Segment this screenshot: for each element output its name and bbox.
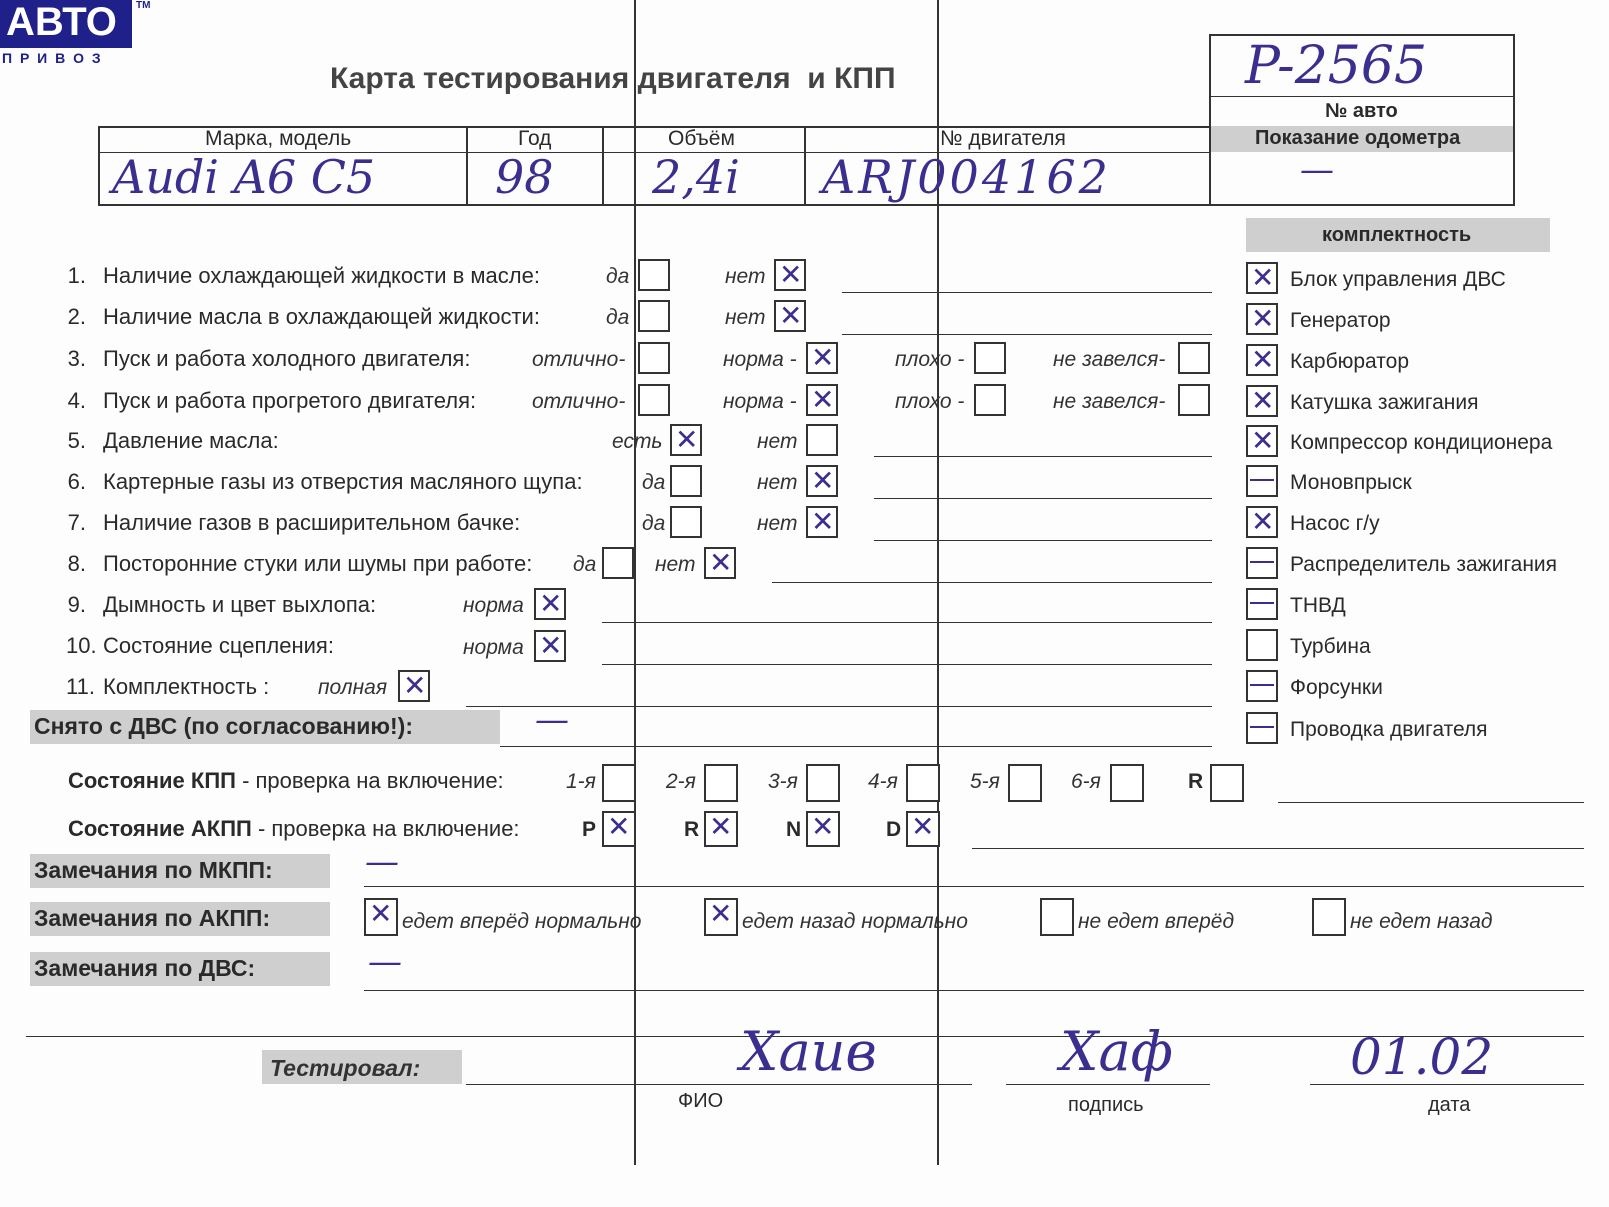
- remarks-akpp-option: едет вперёд нормально: [402, 910, 642, 933]
- checkbox[interactable]: [1178, 342, 1210, 374]
- opt-net: нет: [757, 471, 798, 494]
- gear-label: 2-я: [666, 770, 696, 793]
- question-text: Дымность и цвет выхлопа:: [103, 592, 377, 617]
- logo-subtitle: П Р И В О З: [2, 50, 103, 66]
- opt-norma: норма: [463, 594, 524, 617]
- checkbox[interactable]: [1178, 384, 1210, 416]
- opt-da: да: [606, 265, 630, 288]
- checkbox[interactable]: [806, 764, 840, 802]
- completeness-item: Распределитель зажигания: [1290, 553, 1558, 576]
- checkbox[interactable]: [534, 630, 566, 662]
- checkbox[interactable]: [806, 465, 838, 497]
- checkbox[interactable]: [1246, 712, 1278, 744]
- checkbox[interactable]: [1246, 547, 1278, 579]
- opt-ne-zavelsya: не завелся-: [1053, 390, 1166, 413]
- completeness-item: Генератор: [1290, 309, 1391, 332]
- checkbox[interactable]: [670, 506, 702, 538]
- opt-norma: норма: [463, 636, 524, 659]
- remarks-akpp-option: не едет назад: [1350, 910, 1493, 933]
- opt-net: нет: [757, 430, 798, 453]
- checkbox[interactable]: [1246, 425, 1278, 457]
- date-label: дата: [1428, 1094, 1471, 1116]
- checkbox[interactable]: [638, 342, 670, 374]
- gear-label: R: [684, 818, 700, 841]
- opt-net: нет: [757, 512, 798, 535]
- checkbox[interactable]: [1246, 629, 1278, 661]
- remarks-dvs-value: —: [368, 942, 402, 982]
- checkbox[interactable]: [602, 547, 634, 579]
- completeness-item: Катушка зажигания: [1290, 391, 1479, 414]
- gear-label: N: [786, 818, 802, 841]
- checkbox[interactable]: [602, 811, 636, 847]
- checkbox[interactable]: [1210, 764, 1244, 802]
- question-text: Давление масла:: [103, 428, 279, 453]
- gear-label: 1-я: [566, 770, 596, 793]
- checkbox[interactable]: [364, 898, 398, 936]
- completeness-item: Моновпрыск: [1290, 471, 1412, 494]
- opt-ne-zavelsya: не завелся-: [1053, 348, 1166, 371]
- checkbox[interactable]: [806, 384, 838, 416]
- akpp-label: Состояние АКПП - проверка на включение:: [68, 816, 520, 841]
- checkbox[interactable]: [704, 547, 736, 579]
- opt-otlichno: отлично-: [532, 348, 626, 371]
- checkbox[interactable]: [704, 811, 738, 847]
- checkbox[interactable]: [1246, 670, 1278, 702]
- checkbox[interactable]: [806, 424, 838, 456]
- logo-text: АВТО: [6, 0, 117, 44]
- signature-label: подпись: [1068, 1094, 1144, 1116]
- checkbox[interactable]: [806, 811, 840, 847]
- kpp-label: Состояние КПП - проверка на включение:: [68, 768, 504, 793]
- removed-value: —: [535, 700, 569, 740]
- question-text: Пуск и работа прогретого двигателя:: [103, 388, 477, 413]
- opt-da: да: [642, 471, 666, 494]
- tested-label: Тестировал:: [270, 1055, 421, 1081]
- checkbox[interactable]: [670, 465, 702, 497]
- question-num: 7.: [67, 510, 86, 535]
- odometer-label: Показание одометра: [1255, 127, 1461, 149]
- opt-est: есть: [612, 430, 663, 453]
- question-text: Наличие газов в расширительном бачке:: [103, 510, 521, 535]
- completeness-item: Турбина: [1290, 635, 1371, 658]
- opt-polnaya: полная: [318, 676, 388, 699]
- remarks-akpp-option: едет назад нормально: [742, 910, 968, 933]
- test-date: 01.02: [1350, 1028, 1494, 1086]
- question-num: 10.: [66, 633, 97, 658]
- question-num: 1.: [67, 263, 86, 288]
- opt-da: да: [573, 553, 597, 576]
- question-num: 3.: [67, 346, 86, 371]
- gear-label: D: [886, 818, 902, 841]
- question-text: Комплектность :: [103, 674, 270, 699]
- opt-norma: норма -: [723, 348, 797, 371]
- checkbox[interactable]: [806, 342, 838, 374]
- question-text: Посторонние стуки или шумы при работе:: [103, 551, 533, 576]
- checkbox[interactable]: [704, 898, 738, 936]
- opt-da: да: [606, 306, 630, 329]
- completeness-item: Карбюратор: [1290, 350, 1410, 373]
- value-engine-no: ARJ004162: [822, 150, 1111, 204]
- remarks-mkpp-value: —: [365, 842, 399, 882]
- fio-label: ФИО: [678, 1090, 724, 1112]
- col-header-engine-no: № двигателя: [940, 127, 1066, 150]
- checkbox[interactable]: [974, 384, 1006, 416]
- checkbox[interactable]: [806, 506, 838, 538]
- opt-net: нет: [725, 265, 766, 288]
- gear-label: 3-я: [768, 770, 798, 793]
- opt-da: да: [642, 512, 666, 535]
- opt-norma: норма -: [723, 390, 797, 413]
- question-text: Наличие охлаждающей жидкости в масле:: [103, 263, 540, 288]
- completeness-title: комплектность: [1322, 224, 1472, 246]
- gear-label: 5-я: [970, 770, 1000, 793]
- question-num: 11.: [66, 674, 95, 699]
- odometer-value: —: [1300, 150, 1334, 190]
- completeness-item: Форсунки: [1290, 676, 1383, 699]
- car-number-value: P-2565: [1245, 36, 1428, 96]
- question-num: 8.: [67, 551, 86, 576]
- checkbox[interactable]: [1246, 344, 1278, 376]
- checkbox[interactable]: [1246, 262, 1278, 294]
- checkbox[interactable]: [1246, 506, 1278, 538]
- checkbox[interactable]: [974, 342, 1006, 374]
- checkbox[interactable]: [704, 764, 738, 802]
- completeness-item: Проводка двигателя: [1290, 718, 1488, 741]
- checkbox[interactable]: [1312, 898, 1346, 936]
- checkbox[interactable]: [1040, 898, 1074, 936]
- completeness-item: Насос г/у: [1290, 512, 1380, 535]
- checkbox[interactable]: [1008, 764, 1042, 802]
- signature: Хаф: [1060, 1020, 1173, 1083]
- checkbox[interactable]: [774, 259, 806, 291]
- tester-name: Хаив: [740, 1020, 877, 1083]
- question-text: Наличие масла в охлаждающей жидкости:: [103, 304, 540, 329]
- checkbox[interactable]: [602, 764, 636, 802]
- checkbox[interactable]: [1246, 465, 1278, 497]
- completeness-item: Блок управления ДВС: [1290, 268, 1506, 291]
- checkbox[interactable]: [1246, 385, 1278, 417]
- col-header-volume: Объём: [668, 127, 735, 150]
- question-text: Пуск и работа холодного двигателя:: [103, 346, 471, 371]
- checkbox[interactable]: [774, 300, 806, 332]
- checkbox[interactable]: [534, 588, 566, 620]
- checkbox[interactable]: [670, 424, 702, 456]
- gear-label: P: [582, 818, 597, 841]
- removed-label: Снято с ДВС (по согласованию!):: [34, 713, 413, 739]
- opt-net: нет: [655, 553, 696, 576]
- remarks-akpp-option: не едет вперёд: [1078, 910, 1235, 933]
- opt-ploho: плохо -: [895, 348, 965, 371]
- opt-net: нет: [725, 306, 766, 329]
- opt-otlichno: отлично-: [532, 390, 626, 413]
- checkbox[interactable]: [1246, 588, 1278, 620]
- checkbox[interactable]: [1110, 764, 1144, 802]
- question-text: Картерные газы из отверстия масляного щупа:: [103, 469, 583, 494]
- question-text: Состояние сцепления:: [103, 633, 334, 658]
- gear-label: R: [1188, 770, 1204, 793]
- col-header-year: Год: [518, 127, 552, 150]
- value-year: 98: [495, 150, 554, 204]
- page-title: Карта тестирования двигателя и КПП: [330, 62, 896, 95]
- question-num: 5.: [67, 428, 86, 453]
- checkbox[interactable]: [638, 300, 670, 332]
- car-number-label: № авто: [1325, 100, 1398, 122]
- remarks-dvs-label: Замечания по ДВС:: [34, 955, 256, 981]
- checkbox[interactable]: [906, 811, 940, 847]
- question-num: 6.: [67, 469, 86, 494]
- question-num: 4.: [67, 388, 86, 413]
- checkbox[interactable]: [398, 670, 430, 702]
- value-volume: 2,4i: [652, 150, 740, 204]
- completeness-item: Компрессор кондиционера: [1290, 431, 1553, 454]
- gear-label: 4-я: [868, 770, 898, 793]
- remarks-mkpp-label: Замечания по МКПП:: [34, 857, 273, 883]
- gear-label: 6-я: [1071, 770, 1101, 793]
- opt-ploho: плохо -: [895, 390, 965, 413]
- logo-tm: TM: [136, 0, 151, 11]
- col-header-model: Марка, модель: [205, 127, 352, 150]
- completeness-item: ТНВД: [1290, 594, 1346, 617]
- checkbox[interactable]: [906, 764, 940, 802]
- checkbox[interactable]: [638, 384, 670, 416]
- question-num: 9.: [67, 592, 86, 617]
- checkbox[interactable]: [1246, 303, 1278, 335]
- value-model: Audi A6 C5: [112, 150, 376, 204]
- remarks-akpp-label: Замечания по АКПП:: [34, 905, 271, 931]
- checkbox[interactable]: [638, 259, 670, 291]
- question-num: 2.: [67, 304, 86, 329]
